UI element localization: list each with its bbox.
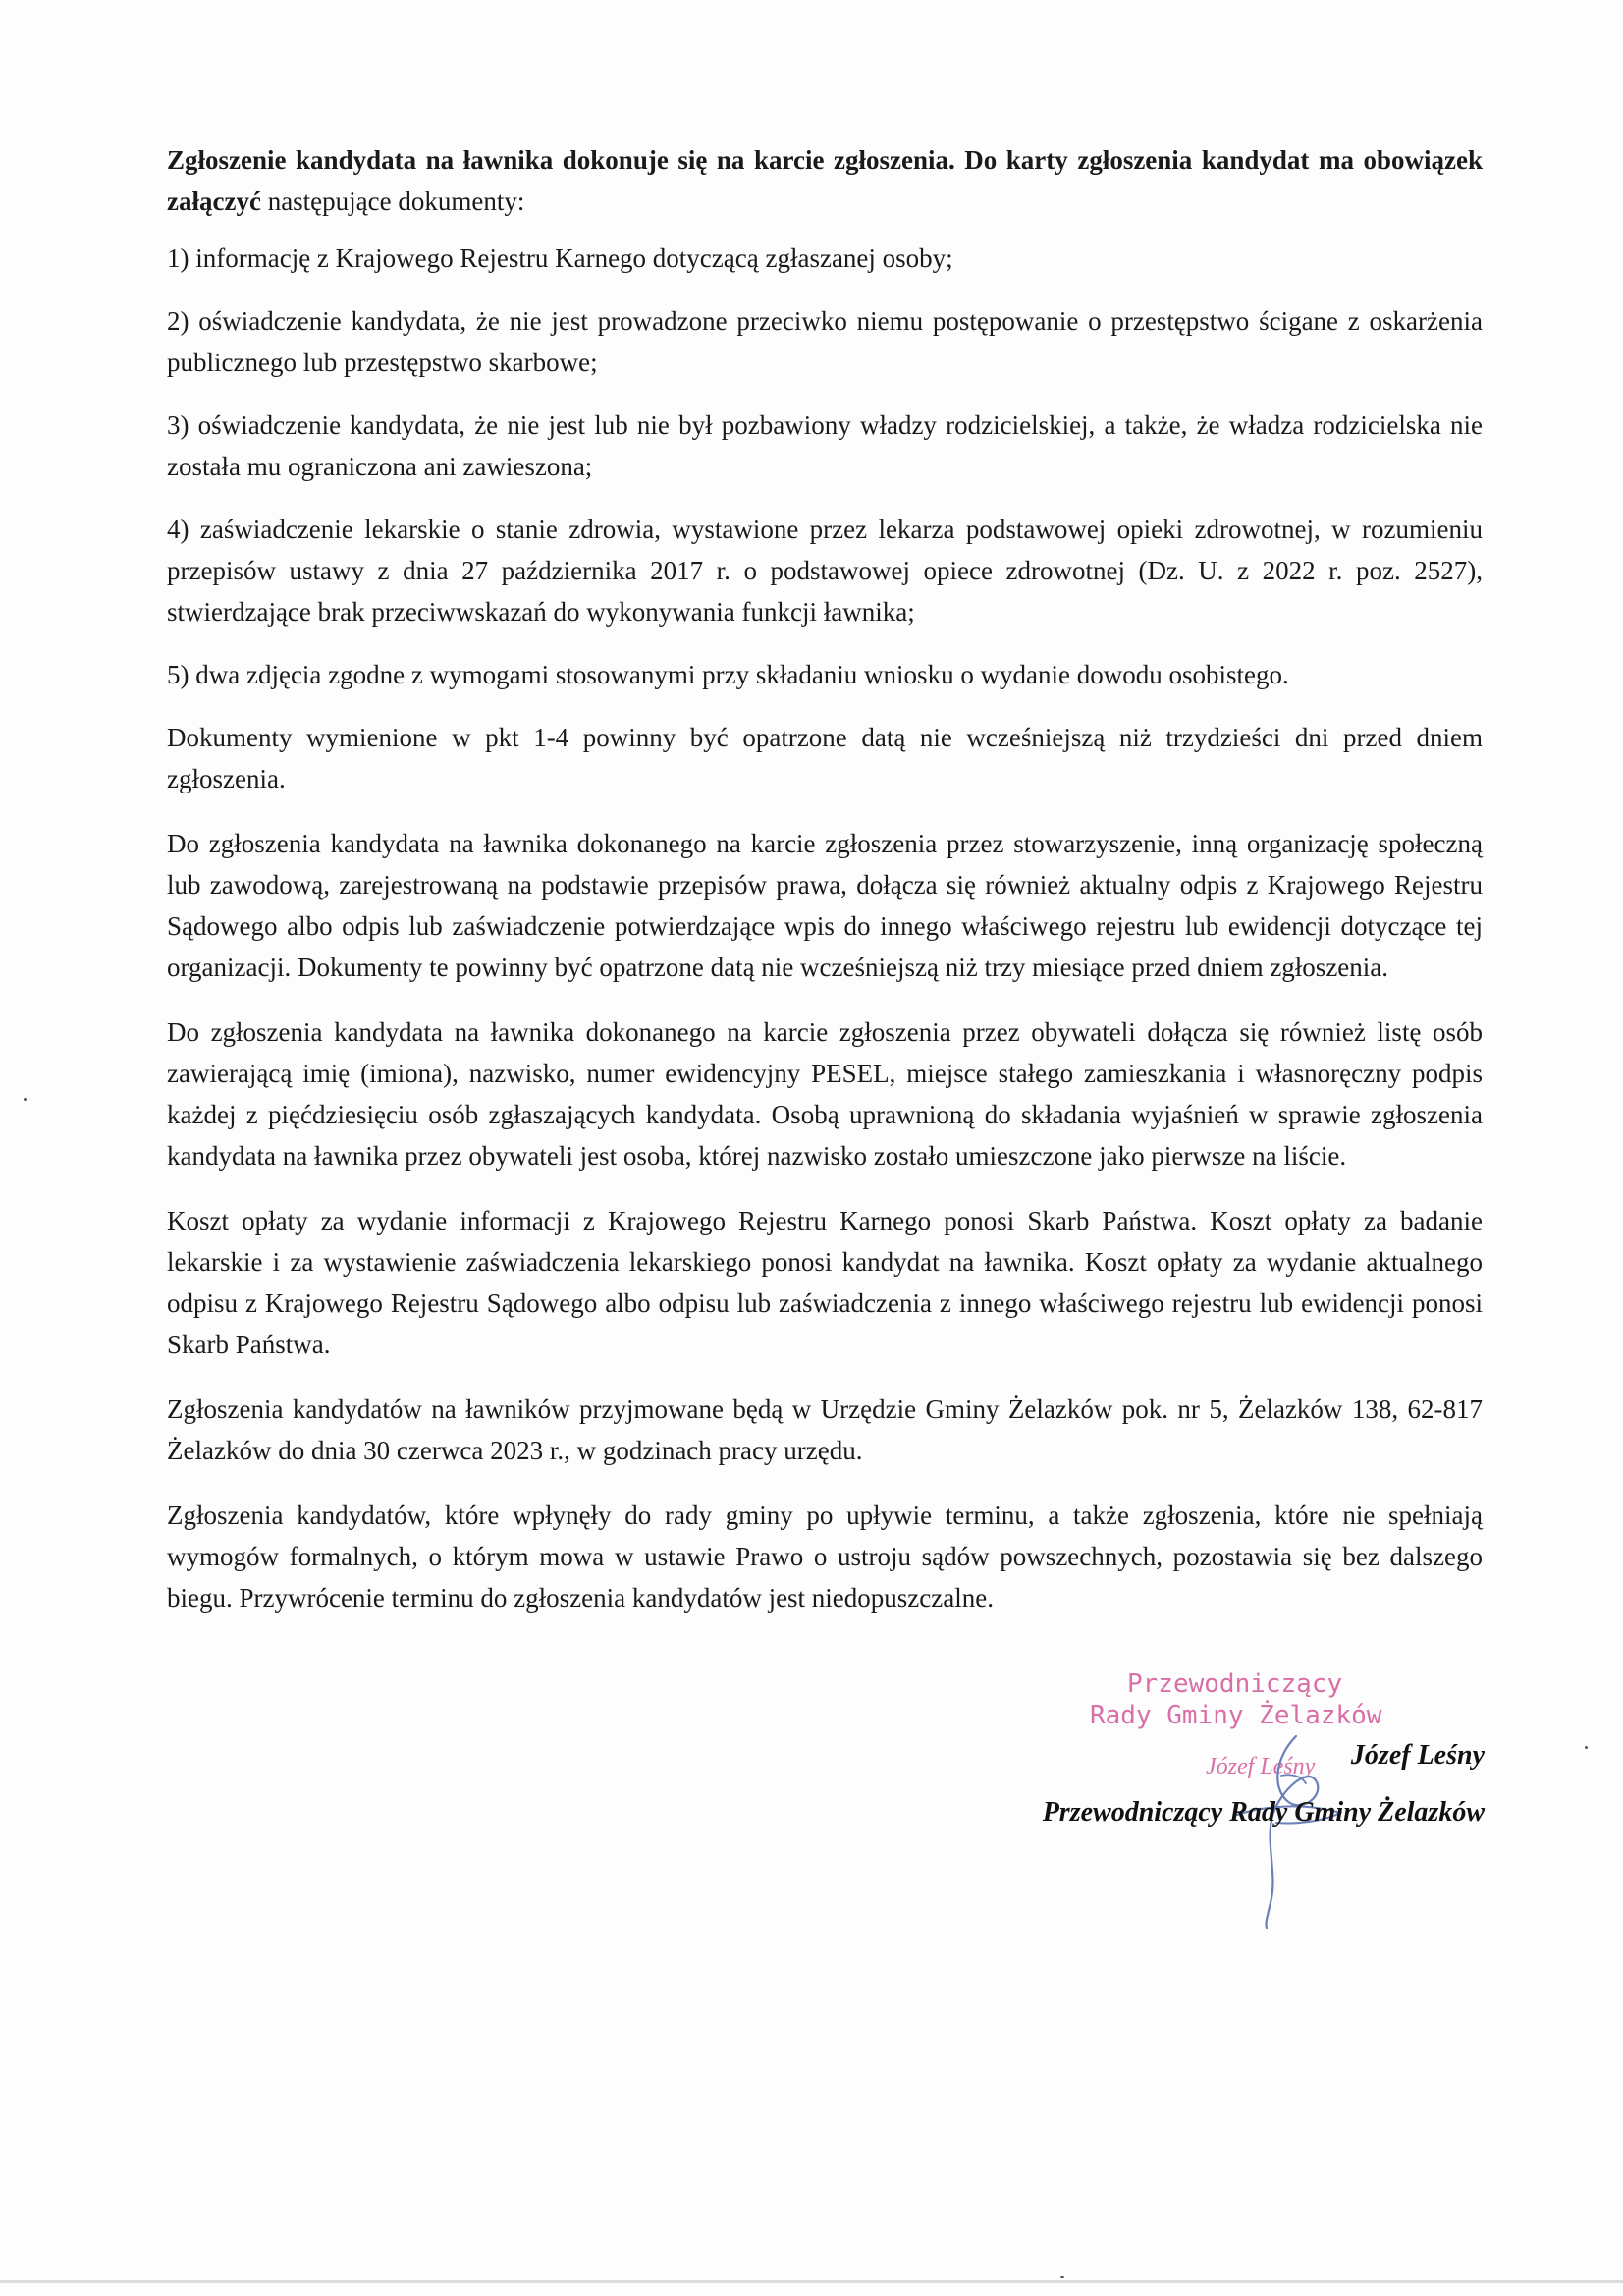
document-body (167, 139, 1483, 1642)
stamp-line-1: Przewodniczący (1127, 1669, 1343, 1699)
intro-paragraph (167, 139, 1483, 222)
intro-normal-text: następujące dokumenty: (260, 187, 525, 216)
list-item-5: 5) dwa zdjęcia zgodne z wymogami stosowanymi przy składaniu wniosku o wydanie dowodu osobistego. (167, 660, 1289, 689)
signatory-title: Przewodniczący Rady Gminy Żelazków (1042, 1797, 1485, 1828)
list-item-1: 1) informację z Krajowego Rejestru Karnego dotyczącą zgłaszanej osoby; (167, 244, 953, 273)
signature-block (943, 1669, 1492, 1925)
paragraph-organization-submission: Do zgłoszenia kandydata na ławnika dokonanego na karcie zgłoszenia przez stowarzyszenie, inną organizację społeczną lub zawodową, zarejestrowaną na podstawie przepisów prawa, dołącza się również aktualny odpis z Krajowego Rejestru Sądowego albo odpis lub zaświadczenie potwierdzające wpis do innego właściwego rejestru lub ewidencji dotyczące tej organizacji. Dokumenty te powinny być opatrzone datą nie wcześniejszą niż trzy miesiące przed dniem zgłoszenia. (167, 829, 1483, 982)
paragraph-citizen-submission: Do zgłoszenia kandydata na ławnika dokonanego na karcie zgłoszenia przez obywateli dołącza się również listę osób zawierającą imię (imiona), nazwisko, numer ewidencyjny PESEL, miejsce stałego zamieszkania i własnoręczny podpis każdej z pięćdziesięciu osób zgłaszających kandydata. Osobą uprawnioną do składania wyjaśnień w sprawie zgłoszenia kandydata na ławnika przez obywateli jest osoba, której nazwisko zostało umieszczone jako pierwsze na liście. (167, 1017, 1483, 1171)
paragraph-costs: Koszt opłaty za wydanie informacji z Krajowego Rejestru Karnego ponosi Skarb Państwa. Koszt opłaty za badanie lekarskie i za wystawienie zaświadczenia lekarskiego ponosi kandydat na ławnika. Koszt opłaty za wydanie aktualnego odpisu z Krajowego Rejestru Sądowego albo odpisu lub zaświadczenia z innego właściwego rejestru lub ewidencji ponosi Skarb Państwa. (167, 1206, 1483, 1359)
paragraph-submission-place: Zgłoszenia kandydatów na ławników przyjmowane będą w Urzędzie Gminy Żelazków pok. nr 5, Żelazków 138, 62-817 Żelazków do dnia 30 czerwca 2023 r., w godzinach pracy urzędu. (167, 1394, 1483, 1465)
list-item-3: 3) oświadczenie kandydata, że nie jest lub nie był pozbawiony władzy rodzicielskiej, a także, że władza rodzicielska nie została mu ograniczona ani zawieszona; (167, 410, 1483, 481)
paragraph-late-submissions: Zgłoszenia kandydatów, które wpłynęły do rady gminy po upływie terminu, a także zgłoszenia, które nie spełniają wymogów formalnych, o którym mowa w ustawie Prawo o ustroju sądów powszechnych, pozostawia się bez dalszego biegu. Przywrócenie terminu do zgłoszenia kandydatów jest niedopuszczalne. (167, 1501, 1483, 1613)
signatory-name: Józef Leśny (1350, 1740, 1485, 1771)
list-item-2: 2) oświadczenie kandydata, że nie jest prowadzone przeciwko niemu postępowanie o przestępstwo ścigane z oskarżenia publicznego lub przestępstwo skarbowe; (167, 306, 1483, 377)
stamp-name: Józef Leśny (1206, 1754, 1316, 1779)
intro-bold-text: Zgłoszenie kandydata na ławnika dokonuje się na karcie zgłoszenia. Do karty zgłoszenia kandydat ma obowiązek załączyć (167, 145, 1483, 216)
list-item-4: 4) zaświadczenie lekarskie o stanie zdrowia, wystawione przez lekarza podstawowej opieki zdrowotnej, w rozumieniu przepisów ustawy z dnia 27 października 2017 r. o podstawowej opiece zdrowotnej (Dz. U. z 2022 r. poz. 2527), stwierdzające brak przeciwwskazań do wykonywania funkcji ławnika; (167, 515, 1483, 627)
scan-speck-left (24, 1098, 27, 1101)
scan-speck-bottom (1060, 2276, 1064, 2278)
scan-bottom-edge (0, 2280, 1623, 2283)
stamp-line-2: Rady Gminy Żelazków (1090, 1701, 1382, 1730)
paragraph-date-requirement: Dokumenty wymienione w pkt 1-4 powinny być opatrzone datą nie wcześniejszą niż trzydzieści dni przed dniem zgłoszenia. (167, 723, 1483, 793)
scan-speck-right (1585, 1746, 1588, 1749)
